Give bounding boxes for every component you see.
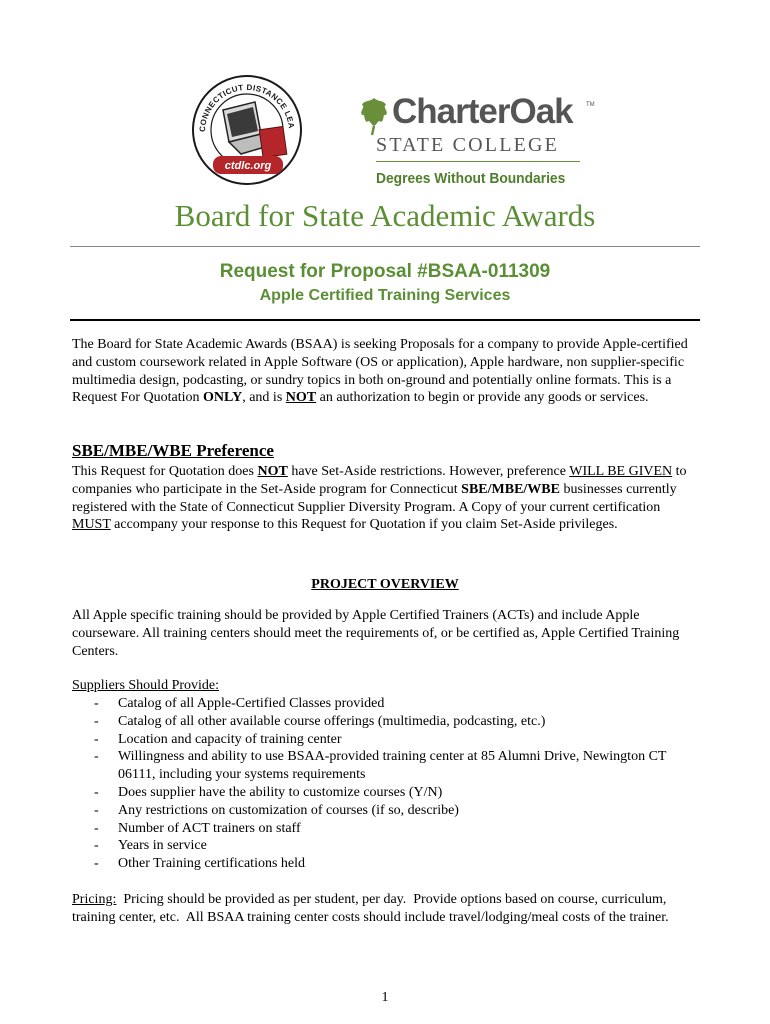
state-college-text: STATE COLLEGE (376, 134, 560, 156)
charter-oak-wordmark: CharterOak (392, 92, 573, 131)
not-emphasis: NOT (285, 390, 317, 406)
intro-paragraph (72, 336, 698, 407)
ctdlc-ring-text: CONNECTICUT DISTANCE LEA (197, 82, 296, 133)
pricing-paragraph (72, 891, 698, 927)
rfp-title: Request for Proposal #BSAA-011309 (219, 261, 551, 282)
intro-text: , and is (242, 390, 286, 406)
section-divider (70, 319, 700, 321)
ctdlc-seal-icon (183, 72, 311, 188)
rfp-subtitle: Apple Certified Training Services (259, 287, 511, 304)
list-item: - Catalog of all other available course offerings (multimedia, podcasting, etc.) (94, 713, 546, 729)
title-divider (70, 246, 700, 247)
pricing-label: Pricing: (72, 892, 117, 907)
list-item: - Location and capacity of training center (94, 731, 342, 747)
list-item: - Catalog of all Apple-Certified Classes provided (94, 696, 385, 711)
pricing-text: Pricing should be provided as per student, per day. Provide options based on course, curriculum, training center, etc. All BSAA training center costs should include travel/lodging/meal costs of the trainer. (72, 892, 670, 925)
sbe-text: This Request for Quotation does (72, 464, 258, 479)
must-emphasis: MUST (72, 517, 111, 533)
logo-divider (376, 161, 580, 162)
logo-tagline: Degrees Without Boundaries (376, 170, 566, 187)
list-item: - Willingness and ability to use BSAA-provided training center at 85 Alumni Drive, Newington CT 06111, including your systems requirements (94, 749, 667, 783)
project-overview-heading: PROJECT OVERVIEW (311, 577, 459, 592)
sbe-paragraph (72, 463, 698, 534)
list-item: - Any restrictions on customization of courses (if so, describe) (94, 802, 459, 818)
list-item: - Does supplier have the ability to customize courses (Y/N) (94, 784, 443, 800)
suppliers-heading: Suppliers Should Provide: (72, 678, 220, 693)
suppliers-list (72, 695, 698, 873)
sbe-text: to companies who participate in the Set-Aside program for Connecticut (72, 464, 687, 497)
list-item: - Years in service (94, 838, 207, 854)
page-number: 1 (381, 990, 389, 1005)
intro-text: The Board for State Academic Awards (BSAA) is seeking Proposals for a company to provide Apple-certified and custom coursework related in Apple Software (OS or application), Apple hardware, non supplier-specific multimedia design, podcasting, or sundry topics in both on-ground and potentially online formats. This is a Request For Quotation (72, 337, 688, 406)
sbe-text: have Set-Aside restrictions. However, preference (287, 464, 570, 479)
ctdlc-badge-text: ctdlc.org (224, 160, 272, 172)
sbe-heading: SBE/MBE/WBE Preference (72, 441, 274, 460)
overview-paragraph: All Apple specific training should be provided by Apple Certified Trainers (ACTs) and include Apple courseware. All training centers should meet the requirements of, or be certified as, Apple Certified Training Centers. (72, 608, 680, 659)
sbe-bold-text: SBE/MBE/WBE (461, 481, 560, 497)
list-item: - Number of ACT trainers on staff (94, 820, 301, 836)
only-emphasis: ONLY (203, 390, 243, 406)
sbe-text: businesses currently registered with the State of Connecticut Supplier Diversity Program. A Copy of your current certification (72, 481, 677, 515)
not-emphasis: NOT (257, 464, 288, 479)
sbe-text: accompany your response to this Request for Quotation if you claim Set-Aside privileges. (110, 517, 618, 533)
board-title: Board for State Academic Awards (174, 198, 596, 233)
trademark-mark: TM (586, 102, 595, 108)
oak-leaf-icon (356, 96, 392, 136)
intro-text: an authorization to begin or provide any goods or services. (316, 390, 649, 406)
list-item: - Other Training certifications held (94, 856, 306, 872)
charter-oak-logo (356, 92, 596, 192)
ctdlc-logo (183, 72, 311, 188)
will-be-given-emphasis: WILL BE GIVEN (569, 464, 673, 479)
